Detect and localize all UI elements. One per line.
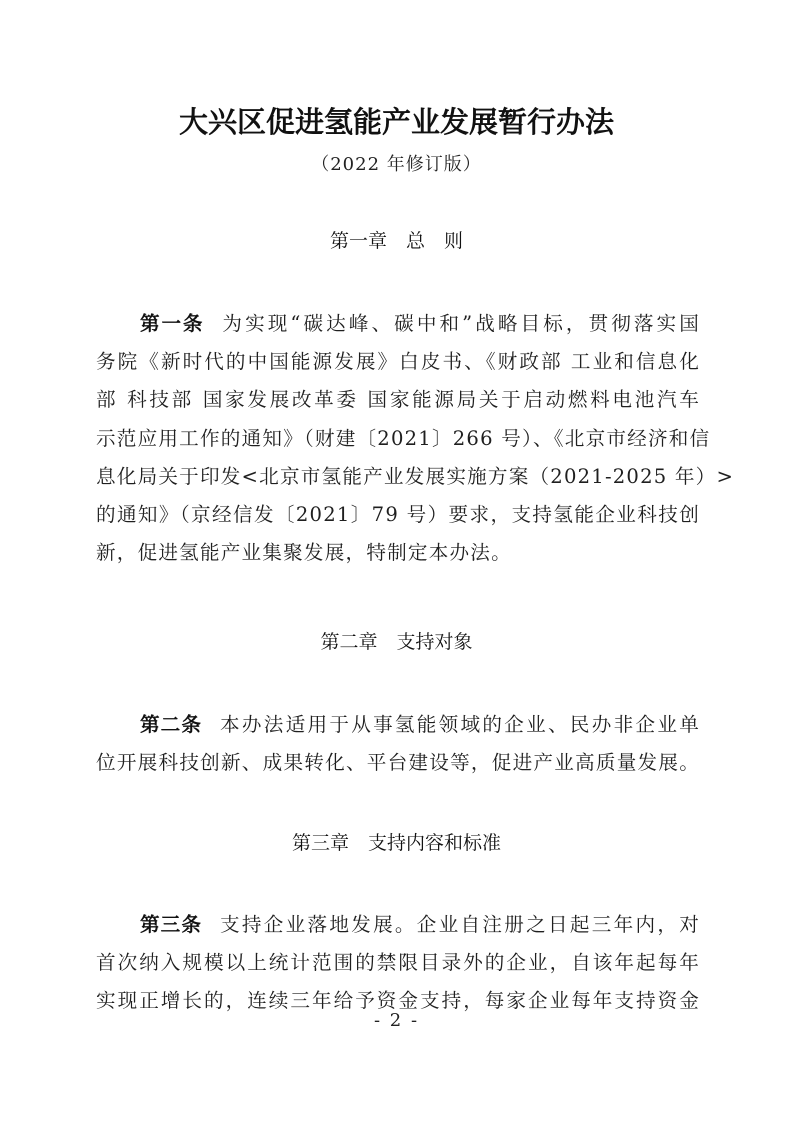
page-number: - 2 - xyxy=(373,1010,420,1031)
article-2 xyxy=(96,706,700,782)
article-line: 首次纳入规模以上统计范围的禁限目录外的企业，自该年起每年 xyxy=(96,951,700,975)
chapter-heading-1: 第一章 总 则 xyxy=(329,230,463,252)
article-line: 新，促进氢能产业集聚发展，特制定本办法。 xyxy=(96,541,512,565)
document-title: 大兴区促进氢能产业发展暂行办法 xyxy=(178,105,614,139)
chapter-heading-2: 第二章 支持对象 xyxy=(320,631,473,653)
article-line xyxy=(96,706,700,744)
article-text: 本办法适用于从事氢能领域的企业、民办非企业单 xyxy=(220,713,700,736)
article-line: 务院《新时代的中国能源发展》白皮书、《财政部 工业和信息化 xyxy=(96,350,700,374)
chapter-heading-3: 第三章 支持内容和标准 xyxy=(291,832,501,854)
article-1 xyxy=(96,305,735,572)
document-subtitle: （2022 年修订版） xyxy=(311,154,482,175)
article-line: 的通知》（京经信发〔2021〕79 号）要求，支持氢能企业科技创 xyxy=(96,502,700,526)
article-label: 第三条 xyxy=(140,913,202,936)
article-line: 实现正增长的，连续三年给予资金支持，每家企业每年支持资金 xyxy=(96,989,700,1013)
article-line: 示范应用工作的通知》（财建〔2021〕266 号）、《北京市经济和信 xyxy=(96,426,711,450)
article-line: 息化局关于印发<北京市氢能产业发展实施方案（2021-2025 年）> xyxy=(96,464,735,488)
article-text: 支持企业落地发展。企业自注册之日起三年内，对 xyxy=(220,913,700,936)
article-line: 位开展科技创新、成果转化、平台建设等，促进产业高质量发展。 xyxy=(96,751,700,775)
article-3 xyxy=(96,906,700,1021)
article-line xyxy=(96,906,700,944)
article-label: 第二条 xyxy=(140,713,202,736)
article-text: 为实现“碳达峰、碳中和”战略目标，贯彻落实国 xyxy=(222,312,701,335)
article-line: 部 科技部 国家发展改革委 国家能源局关于启动燃料电池汽车 xyxy=(96,388,700,412)
article-line xyxy=(96,305,700,343)
article-label: 第一条 xyxy=(140,312,205,335)
